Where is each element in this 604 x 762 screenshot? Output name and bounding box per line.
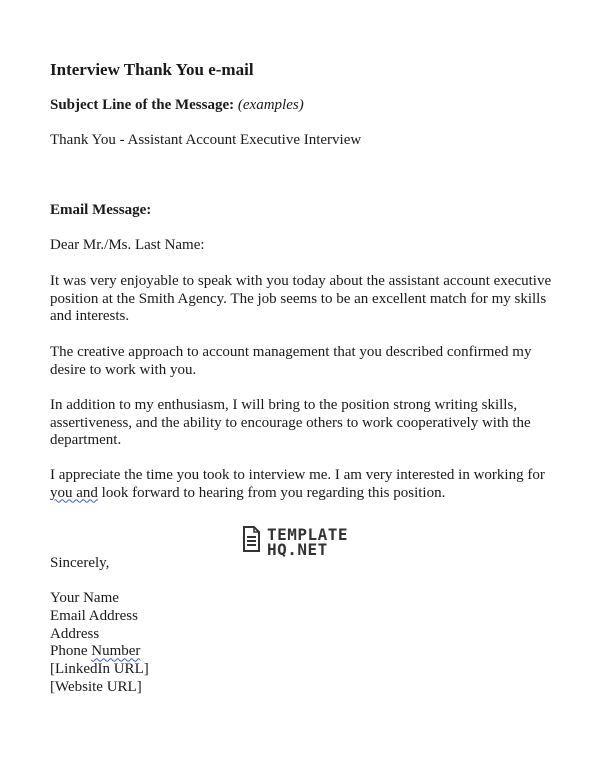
salutation: Dear Mr./Ms. Last Name: [50, 237, 205, 253]
email-message-heading: Email Message: [50, 202, 152, 218]
body-paragraph-1: It was very enjoyable to speak with you today about the assistant account executive position at the Smith Agency. The job seems to be an excellent match for my skills and interests. [50, 273, 552, 325]
watermark-text-line2: HQ.NET [267, 540, 328, 559]
signature-phone: Phone Number [50, 643, 141, 660]
closing: Sincerely, [50, 555, 110, 571]
subject-heading [50, 97, 304, 114]
body-paragraph-4: I appreciate the time you took to interview me. I am very interested in working for you and look forward to hearing from you regarding this position. [50, 467, 545, 501]
document-title: Interview Thank You e-mail [50, 60, 254, 79]
subject-heading-note: (examples) [237, 97, 304, 113]
signature-website: [Website URL] [50, 678, 142, 695]
watermark-logo [243, 525, 363, 557]
signature-email: Email Address [50, 607, 138, 624]
body-paragraph-3: In addition to my enthusiasm, I will bring to the position strong writing skills, assertiveness, and the ability to encourage others to work cooperatively with the department. [50, 397, 531, 449]
watermark-text-line1: TEMPLATE [267, 525, 349, 544]
signature-name: Your Name [50, 590, 119, 606]
document-icon [243, 526, 260, 552]
spellcheck-underline: Number [91, 643, 141, 660]
subject-heading-label: Subject Line of the Message: [50, 97, 235, 113]
signature-block [50, 590, 149, 697]
spellcheck-underline: you and [50, 484, 98, 501]
body-paragraph-2: The creative approach to account management that you described confirmed my desire to work with you. [50, 344, 532, 378]
subject-line: Thank You - Assistant Account Executive Interview [50, 132, 362, 148]
signature-linkedin: [LinkedIn URL] [50, 661, 149, 678]
signature-address: Address [50, 625, 100, 642]
